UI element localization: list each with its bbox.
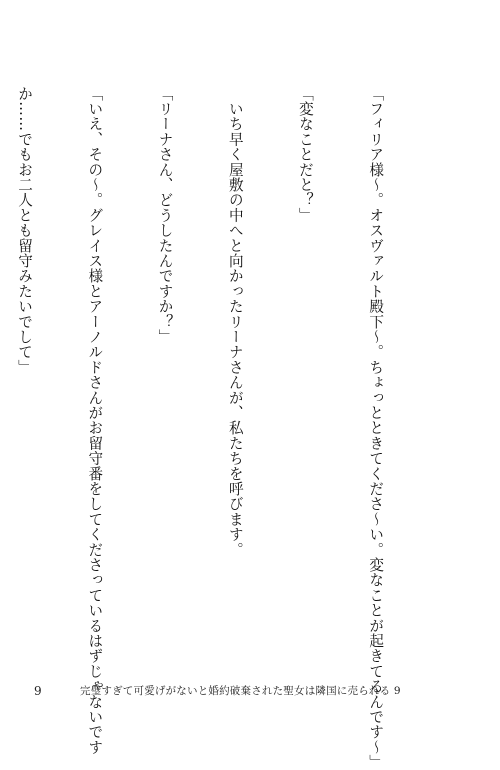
text-line: 「フィリア様〜。オスヴァルト殿下〜。ちょっとときてくださ〜い。変なことが起きてるんです〜」 bbox=[367, 86, 385, 770]
text-line: いち早く屋敷の中へと向かったリーナさんが、私たちを呼びます。 bbox=[226, 86, 244, 558]
text-line: か……でもお二人とも留守みたいでして」 bbox=[16, 86, 34, 375]
page-number: 9 bbox=[34, 684, 42, 698]
text-line: 「リーナさん、どうしたんですか？」 bbox=[156, 86, 174, 345]
text-line: 「変なことだと？」 bbox=[296, 86, 314, 223]
text-line: 「いえ、その〜。グレイス様とアーノルドさんがお留守番をしてくださっているはずじゃないです bbox=[86, 86, 104, 755]
page-footer bbox=[32, 682, 468, 700]
running-title: 完璧すぎて可愛げがないと婚約破棄された聖女は隣国に売られる 9 bbox=[80, 685, 401, 697]
